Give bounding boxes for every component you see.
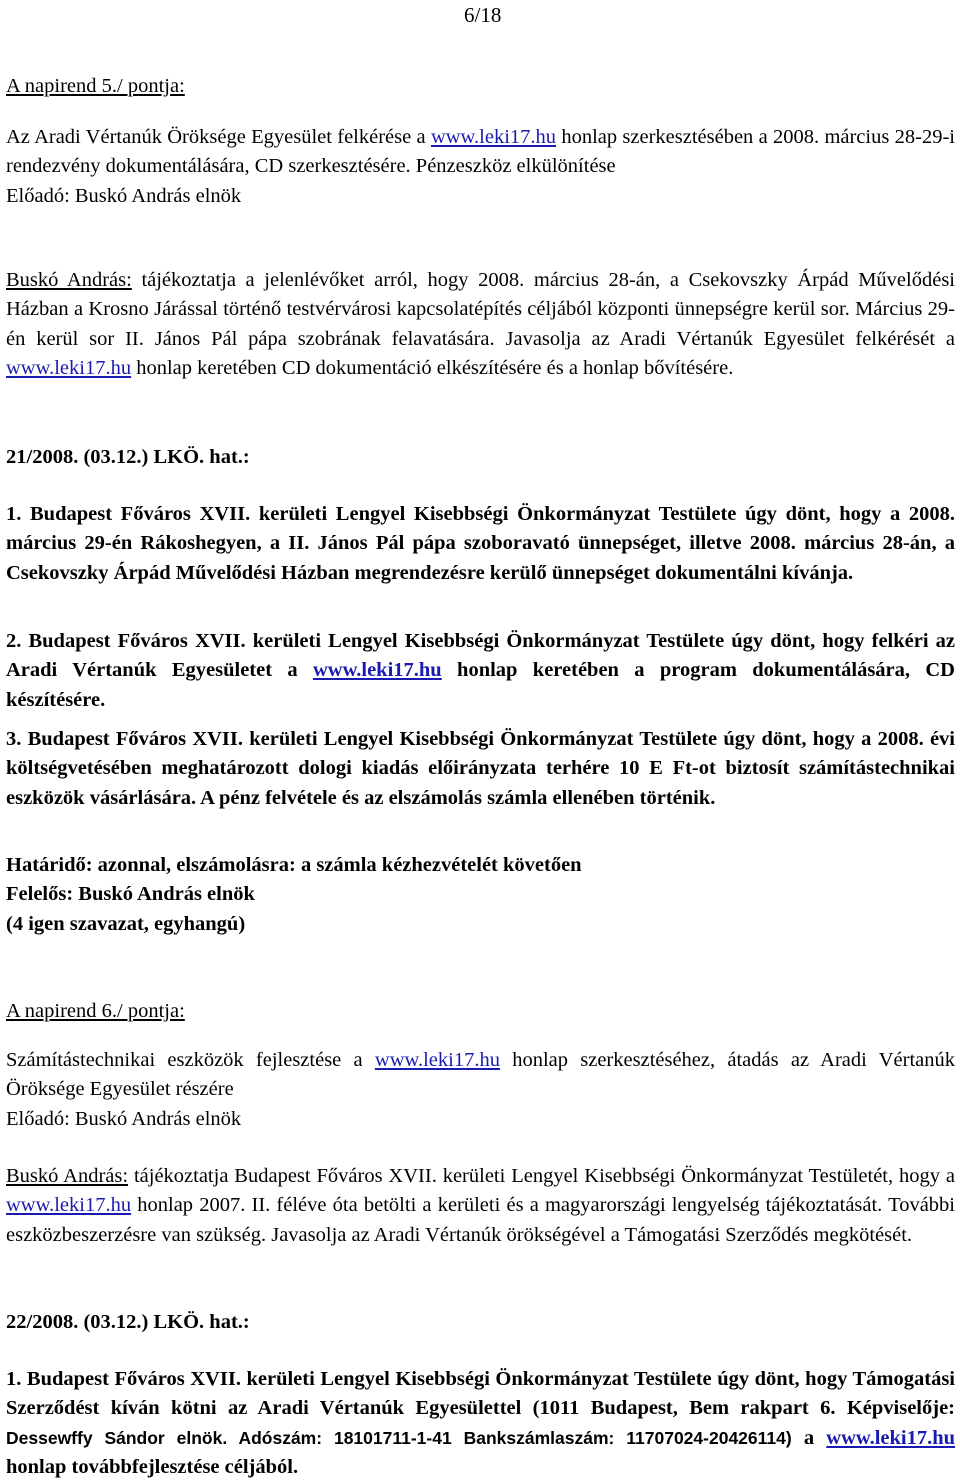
responsible: Felelős: Buskó András elnök <box>6 883 255 906</box>
agenda-6-speech-post: honlap 2007. II. féléve óta betölti a kerületi és a magyarországi lengyelség tájékoztatását. További eszközbeszerzésre van szükség. Javasolja az Aradi Vértanúk örökségével a Támogatási Szerződés megkötését. <box>6 1194 955 1246</box>
resolution-21-point-2-pre: 2. Budapest Főváros XVII. kerületi Lengyel Kisebbségi Önkormányzat Testülete úgy dönt, hogy felkéri az Aradi Vértanúk Egyesületet a <box>6 630 955 682</box>
resolution-21-point-2 <box>6 627 955 715</box>
agenda-5-heading-text: A napirend 5./ pontja: <box>6 75 185 97</box>
agenda-5-title-post: honlap szerkesztésében a 2008. március 28-29-i rendezvény dokumentálására, CD szerkesztésére. Pénzeszköz elkülönítése <box>6 126 955 178</box>
resolution-22-point-1-pre: 1. Budapest Főváros XVII. kerületi Lengyel Kisebbségi Önkormányzat Testülete úgy dönt, hogy Támogatási Szerződést kíván kötni az Aradi Vértanúk Egyesülettel (1011 Budapest, Bem rakpart 6. Képviselője: <box>6 1368 955 1420</box>
agenda-5-speech-pre: tájékoztatja a jelenlévőket arról, hogy 2008. március 28-án, a Csekovszky Árpád Művelődési Házban a Krosno Járással történő testvérvárosi kapcsolatépítés céljából központi ünnepségre kerül sor. Március 29-én kerül sor II. János Pál pápa szobrának felavatására. Javasolja az Aradi Vértanúk Egyesület felkérését a <box>6 269 955 350</box>
agenda-6-presenter: Előadó: Buskó András elnök <box>6 1107 242 1130</box>
agenda-5-presenter: Előadó: Buskó András elnök <box>6 184 242 207</box>
leki17-link[interactable]: www.leki17.hu <box>6 1194 132 1217</box>
speaker-name: Buskó András: <box>6 269 132 291</box>
resolution-21-id <box>6 443 955 472</box>
resolution-22-point-1-post: honlap továbbfejlesztése céljából. <box>6 1455 299 1478</box>
resolution-21-point-1-text: 1. Budapest Főváros XVII. kerületi Lengyel Kisebbségi Önkormányzat Testülete úgy dönt, hogy a 2008. március 29-én Rákoshegyen, a II. János Pál pápa szoboravató ünnepséget, illetve 2008. március 28-án, a Csekovszky Árpád Művelődési Házban megrendezésre kerülő ünnepséget dokumentálni kívánja. <box>6 503 955 584</box>
resolution-21-point-3 <box>6 725 955 813</box>
leki17-link[interactable]: www.leki17.hu <box>430 126 557 148</box>
agenda-5-speech-post: honlap keretében CD dokumentáció elkészítésére és a honlap bővítésére. <box>131 356 734 379</box>
leki17-link[interactable]: www.leki17.hu <box>826 1426 956 1449</box>
resolution-22-point-1 <box>6 1365 955 1482</box>
resolution-21-id-text: 21/2008. (03.12.) LKÖ. hat.: <box>6 446 250 468</box>
deadline: Határidő: azonnal, elszámolásra: a számla kézhezvételét követően <box>6 854 582 876</box>
agenda-5-title-pre: Az Aradi Vértanúk Öröksége Egyesület felkérése a <box>6 126 431 148</box>
agenda-6-title <box>6 1046 955 1134</box>
resolution-21-point-1 <box>6 500 955 588</box>
agenda-6-speech <box>6 1162 955 1250</box>
agenda-6-title-post: honlap szerkesztéséhez, átadás az Aradi Vértanúk Öröksége Egyesület részére <box>6 1049 955 1101</box>
page-number: 6/18 <box>464 3 502 27</box>
resolution-21-point-3-text: 3. Budapest Főváros XVII. kerületi Lengyel Kisebbségi Önkormányzat Testülete úgy dönt, hogy a 2008. évi költségvetésében meghatározott dologi kiadás előirányzata terhére 10 E Ft-ot biztosít számítástechnikai eszközök vásárlására. A pénz felvétele és az elszámolás számla ellenében történik. <box>6 728 955 809</box>
agenda-5-heading <box>6 72 955 101</box>
leki17-link[interactable]: www.leki17.hu <box>6 356 132 379</box>
vote-result: (4 igen szavazat, egyhangú) <box>6 912 246 935</box>
agenda-5-speech <box>6 266 955 383</box>
agenda-6-heading <box>6 997 955 1026</box>
resolution-22-id-text: 22/2008. (03.12.) LKÖ. hat.: <box>6 1311 250 1333</box>
agenda-6-heading-text: A napirend 6./ pontja: <box>6 1000 185 1022</box>
resolution-22-id <box>6 1308 955 1337</box>
speaker-name: Buskó András: <box>6 1165 129 1187</box>
resolution-22-point-1-mid: a <box>791 1426 827 1449</box>
resolution-22-point-1-details: Dessewffy Sándor elnök. Adószám: 18101711-1-41 Bankszámlaszám: 11707024-20426114) <box>6 1427 792 1448</box>
leki17-link[interactable]: www.leki17.hu <box>312 659 442 682</box>
agenda-6-title-pre: Számítástechnikai eszközök fejlesztése a <box>6 1049 375 1071</box>
agenda-5-title <box>6 123 955 211</box>
resolution-21-point-2-post: honlap keretében a program dokumentálására, CD készítésére. <box>6 659 955 711</box>
leki17-link[interactable]: www.leki17.hu <box>374 1049 500 1071</box>
agenda-6-speech-pre: tájékoztatja Budapest Főváros XVII. kerületi Lengyel Kisebbségi Önkormányzat Testületét, hogy a <box>128 1165 955 1187</box>
resolution-21-footer <box>6 851 955 939</box>
